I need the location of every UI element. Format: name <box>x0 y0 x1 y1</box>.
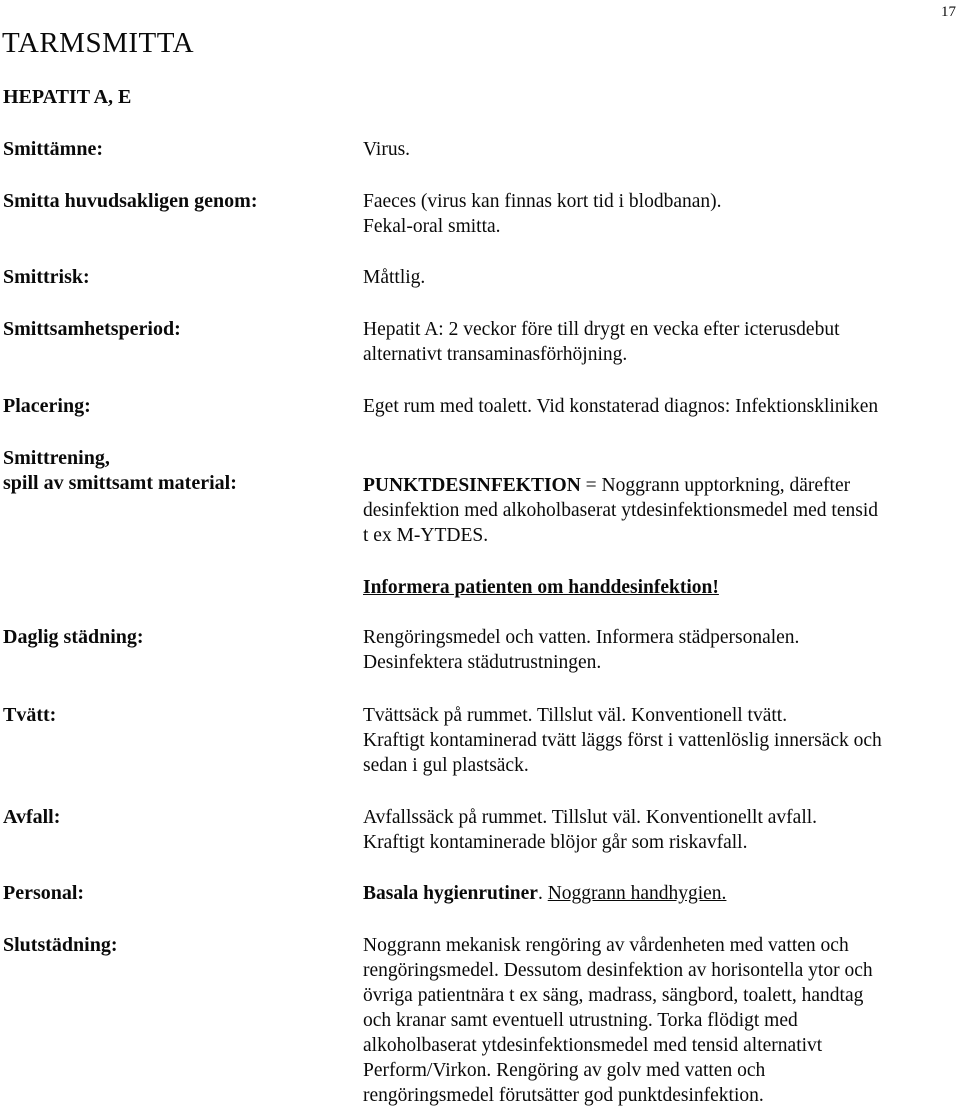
label-slutstadning: Slutstädning: <box>3 934 118 956</box>
value-smittsamhetsperiod-line-2: alternativt transaminasförhöjning. <box>363 344 628 365</box>
label-daglig-stadning: Daglig städning: <box>3 626 144 648</box>
value-tvatt-line-2: Kraftigt kontaminerad tvätt läggs först i vattenlöslig innersäck och <box>363 730 882 751</box>
value-smittrening-line-2: desinfektion med alkoholbaserat ytdesinfektionsmedel med tensid <box>363 500 878 521</box>
label-tvatt: Tvätt: <box>3 704 57 726</box>
punktdesinfektion-definition: = Noggrann upptorkning, därefter <box>580 475 851 496</box>
value-personal <box>363 881 958 906</box>
value-tvatt-line-1: Tvättsäck på rummet. Tillslut väl. Konventionell tvätt. <box>363 705 788 726</box>
value-slutstadning-line-1: Noggrann mekanisk rengöring av vårdenheten med vatten och <box>363 935 849 956</box>
value-smittrening-line-3: t ex M-YTDES. <box>363 525 489 546</box>
value-slutstadning-line-3: övriga patientnära t ex säng, madrass, sängbord, toalett, handtag <box>363 985 864 1006</box>
label-personal: Personal: <box>3 882 85 904</box>
page-number: 17 <box>941 4 956 20</box>
section-title: HEPATIT A, E <box>3 86 132 108</box>
basala-hygienrutiner: Basala hygienrutiner <box>363 883 538 904</box>
label-smittamne: Smittämne: <box>3 138 103 160</box>
label-smittsamhetsperiod: Smittsamhetsperiod: <box>3 318 181 340</box>
label-avfall: Avfall: <box>3 806 61 828</box>
value-slutstadning-line-6: Perform/Virkon. Rengöring av golv med vatten och <box>363 1060 766 1081</box>
noggrann-handhygien: Noggrann handhygien. <box>547 883 727 904</box>
personal-separator: . <box>537 883 548 904</box>
value-smittamne: Virus. <box>363 139 411 160</box>
punktdesinfektion-term: PUNKTDESINFEKTION <box>363 475 581 496</box>
value-placering: Eget rum med toalett. Vid konstaterad diagnos: Infektionskliniken <box>363 396 879 417</box>
page-title: TARMSMITTA <box>2 27 195 59</box>
label-smittrisk: Smittrisk: <box>3 266 90 288</box>
value-daglig-line-1: Rengöringsmedel och vatten. Informera städpersonalen. <box>363 627 800 648</box>
value-tvatt-line-3: sedan i gul plastsäck. <box>363 755 529 776</box>
label-placering: Placering: <box>3 395 91 417</box>
value-slutstadning-line-5: alkoholbaserat ytdesinfektionsmedel med tensid alternativt <box>363 1035 823 1056</box>
value-slutstadning-line-4: och kranar samt eventuell utrustning. Torka flödigt med <box>363 1010 798 1031</box>
value-avfall-line-1: Avfallssäck på rummet. Tillslut väl. Konventionellt avfall. <box>363 807 818 828</box>
label-smittrening-line-2: spill av smittsamt material: <box>3 472 237 494</box>
label-smitta: Smitta huvudsakligen genom: <box>3 190 258 212</box>
value-smittsamhetsperiod-line-1: Hepatit A: 2 veckor före till drygt en vecka efter icterusdebut <box>363 319 840 340</box>
value-avfall-line-2: Kraftigt kontaminerade blöjor går som riskavfall. <box>363 832 748 853</box>
value-slutstadning-line-2: rengöringsmedel. Dessutom desinfektion av horisontella ytor och <box>363 960 873 981</box>
value-smitta-line-1: Faeces (virus kan finnas kort tid i blodbanan). <box>363 191 722 212</box>
value-smittrisk: Måttlig. <box>363 267 426 288</box>
value-smitta-line-2: Fekal-oral smitta. <box>363 216 501 237</box>
notice-handdesinfektion: Informera patienten om handdesinfektion! <box>363 577 719 598</box>
value-slutstadning-line-7: rengöringsmedel förutsätter god punktdesinfektion. <box>363 1085 764 1106</box>
label-smittrening-line-1: Smittrening, <box>3 447 110 469</box>
value-smittrening-line-1 <box>363 473 958 498</box>
value-daglig-line-2: Desinfektera städutrustningen. <box>363 652 602 673</box>
